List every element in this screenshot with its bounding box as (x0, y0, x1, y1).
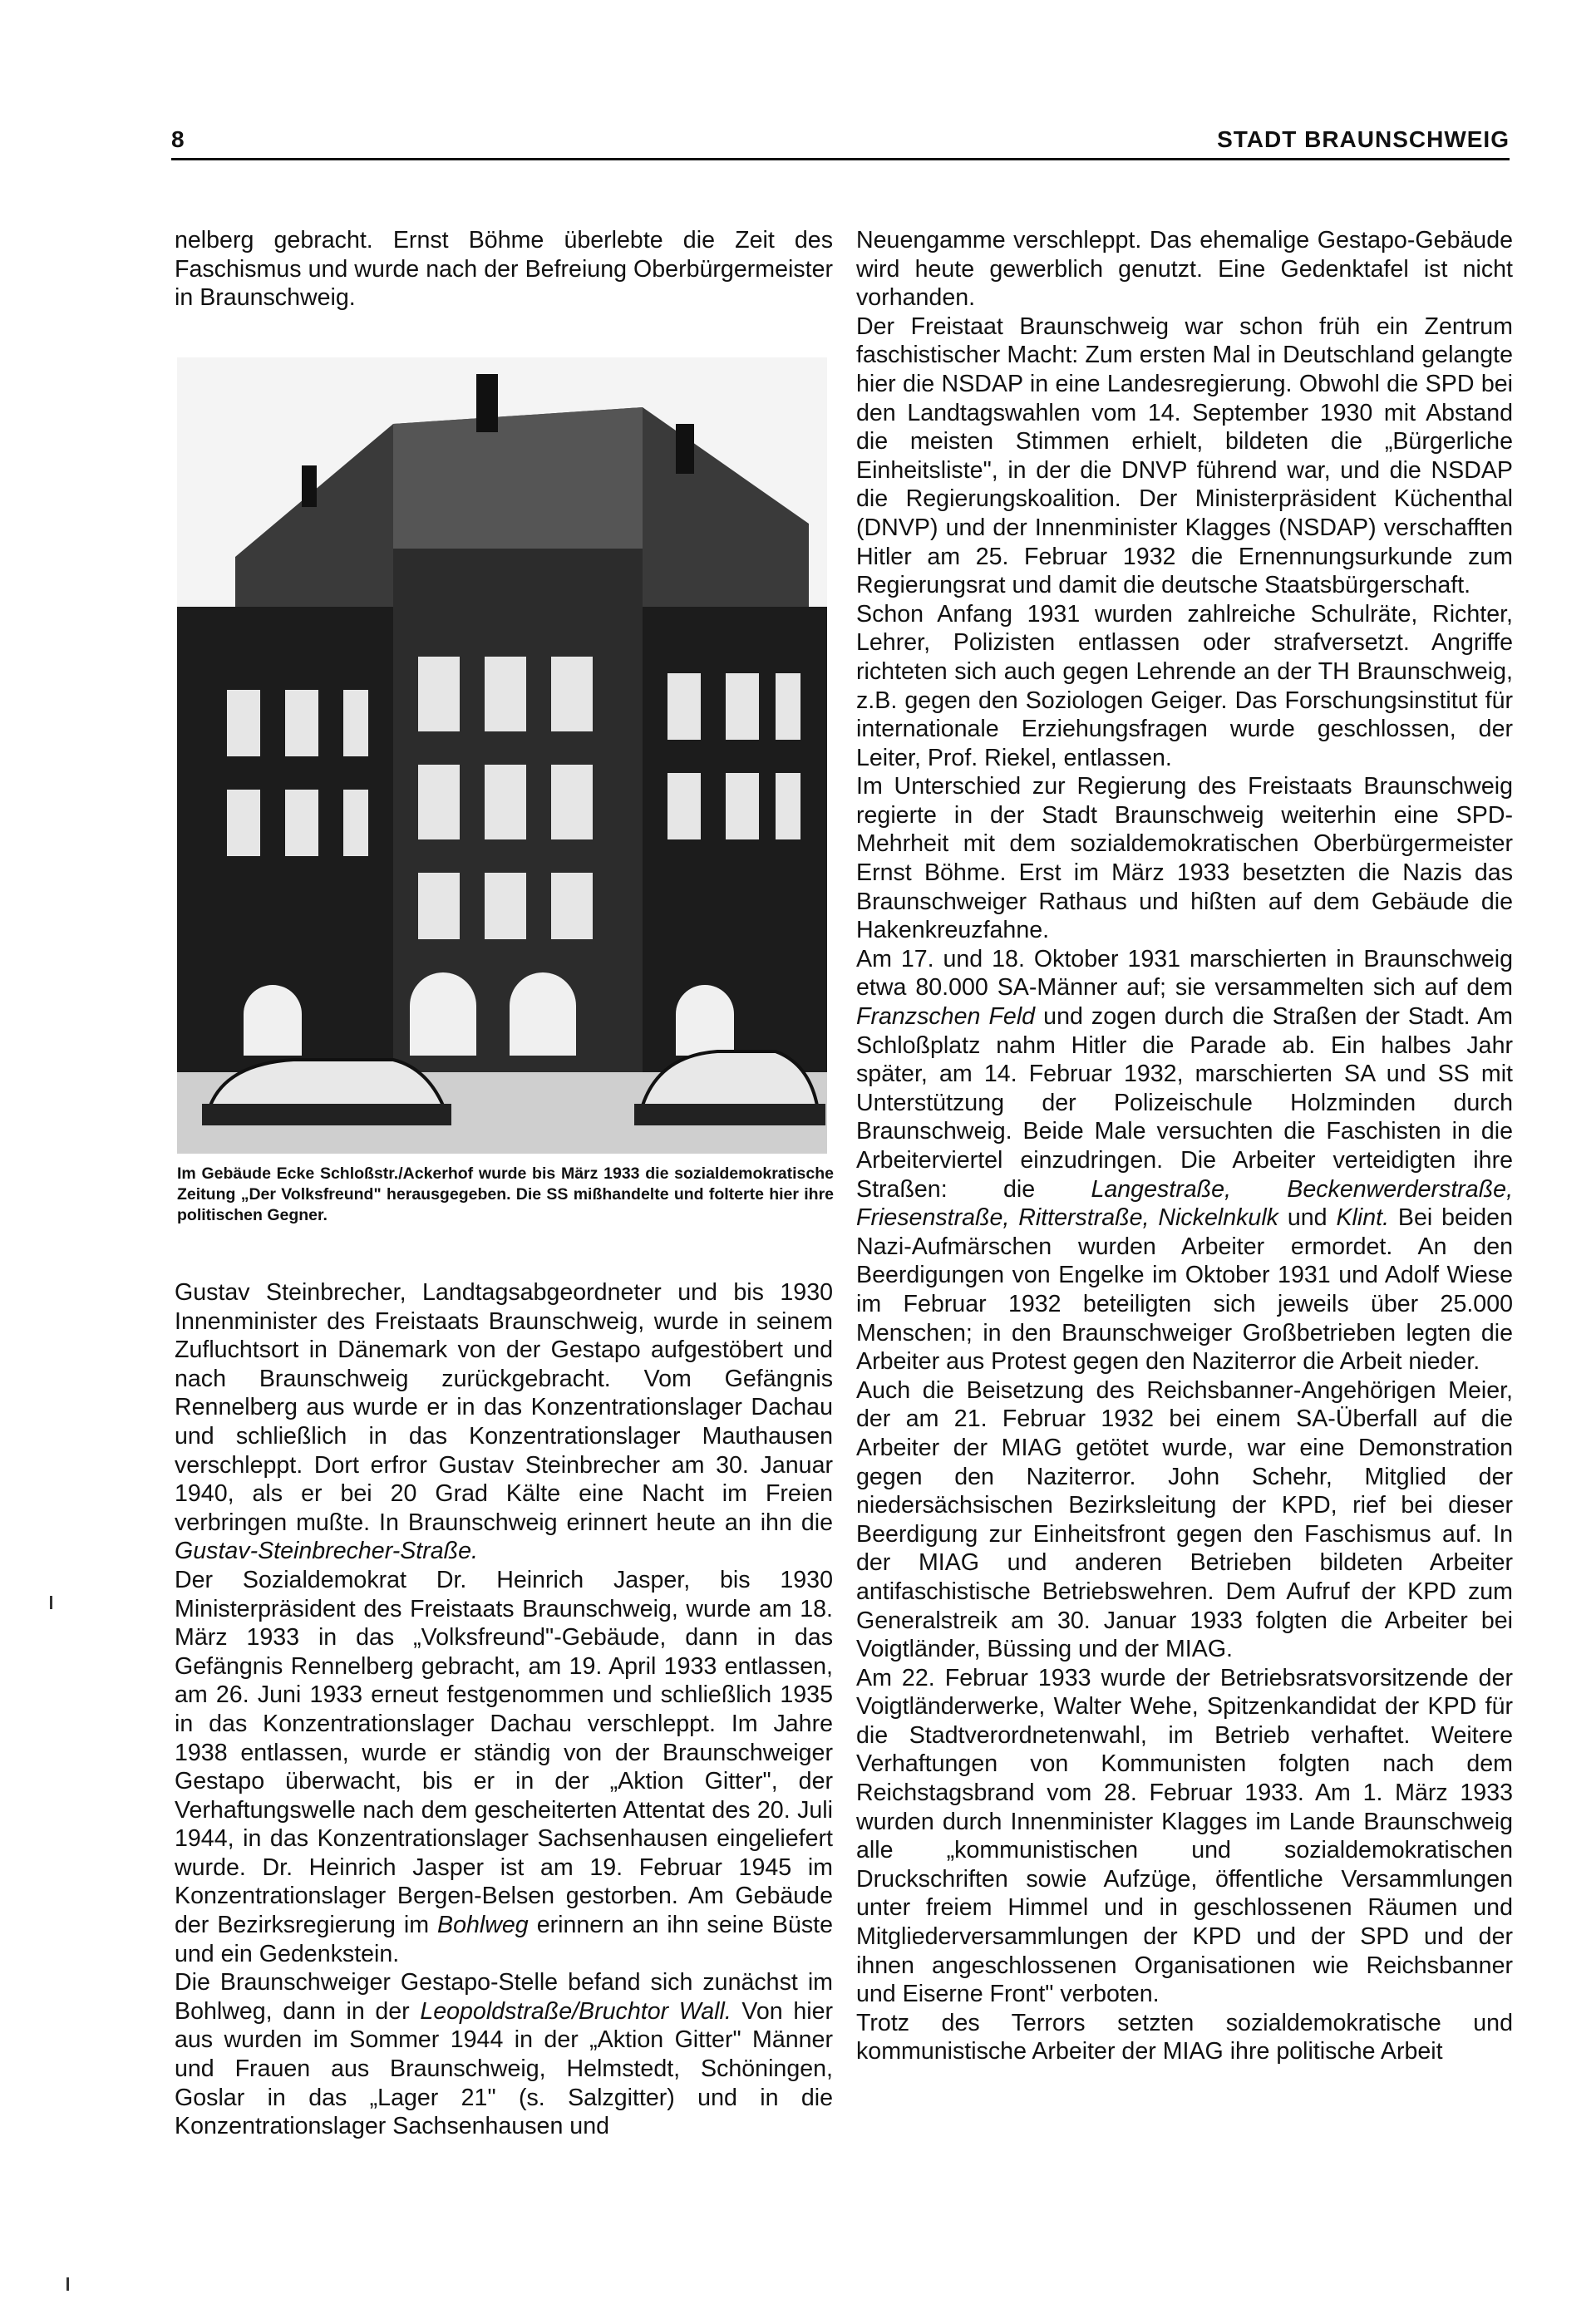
paragraph: Der Freistaat Braunschweig war schon früh ein Zentrum faschistischer Macht: Zum ersten Mal in Deutschland gelangte hier die NSDAP in eine Landesregierung. Obwohl die SPD bei den Landtagswahlen vom 14. September 1930 mit Abstand die meisten Stimmen erhielt, bildeten die „Bürgerliche Einheitsliste", in der die DNVP führend war, und die NSDAP die Regierungskoalition. Der Ministerpräsident Küchenthal (DNVP) und der Innenminister Klagges (NSDAP) verschafften Hitler am 25. Februar 1932 die Ernennungsurkunde zum Regierungsrat und damit die deutsche Staatsbürgerschaft. (856, 313, 1513, 599)
street-name: Leopoldstraße/Bruchtor Wall. (420, 1997, 732, 2025)
caption-title: „Der Volksfreund" (240, 1185, 382, 1204)
paragraph: Schon Anfang 1931 wurden zahlreiche Schulräte, Richter, Lehrer, Polizisten entlassen oder strafversetzt. Angriffe richteten sich auch gegen Lehrende an der TH Braunschweig, z.B. gegen den Soziologen Geiger. Das Forschungsinstitut für internationale Erziehungsfragen wurde geschlossen, der Leiter, Prof. Riekel, entlassen. (856, 600, 1513, 771)
margin-mark (66, 2277, 69, 2291)
photo-caption (177, 1164, 834, 1226)
left-column-bottom (175, 1278, 833, 2141)
text-run: Die Braunschweiger Gestapo-Stelle befand sich zunächst im Bohlweg, dann in der (175, 1969, 833, 2025)
paragraph: Trotz des Terrors setzten sozialdemokratische und kommunistische Arbeiter der MIAG ihre politische Arbeit (856, 2009, 1513, 2065)
paragraph-steinbrecher (175, 1278, 833, 1566)
text-run: erinnern an ihn seine Büste und ein Gedenkstein. (175, 1912, 833, 1967)
historic-building-photo-icon (177, 357, 827, 1154)
right-column (856, 226, 1513, 2066)
caption-before: Im Gebäude Ecke Schloßstr./Ackerhof wurde bis März 1933 die sozialdemokratische Zeitung (177, 1164, 834, 1204)
page-header (171, 126, 1510, 160)
paragraph: Im Unterschied zur Regierung des Freistaats Braunschweig regierte in der Stadt Braunschweig weiterhin eine SPD-Mehrheit mit dem sozialdemokratischen Oberbürgermeister Ernst Böhme. Erst im März 1933 besetzten die Nazis das Braunschweiger Rathaus und hißten auf dem Gebäude die Hakenkreuzfahne. (856, 773, 1513, 944)
left-column-top (175, 226, 833, 313)
page-number: 8 (171, 126, 185, 152)
text-run: und zogen durch die Straßen der Stadt. Am Schloßplatz nahm Hitler die Parade ab. Ein halbes Jahr später, am 14. Februar 1932, marschierten SA und SS mit Unterstützung der Polizeischule Holzminden durch Braunschweig. Beide Male versuchten die Faschisten in die Arbeiterviertel einzudringen. Die Arbeiter verteidigten ihre Straßen: die (856, 1003, 1513, 1203)
street-name: Gustav-Steinbrecher-Straße. (175, 1538, 478, 1565)
caption-after: herausgegeben. Die SS mißhandelte und folterte hier ihre politischen Gegner. (177, 1185, 834, 1224)
paragraph-marches (856, 945, 1513, 1376)
running-title: STADT BRAUNSCHWEIG (1217, 126, 1510, 152)
street-name: Bohlweg (437, 1912, 529, 1939)
street-name: Klint. (1336, 1204, 1390, 1232)
text-run: und (1278, 1204, 1337, 1232)
text-run: Von hier aus wurden im Sommer 1944 in der „Aktion Gitter" Männer und Frauen aus Braunschweig, Helmstedt, Schöningen, Goslar in das „Lager 21" (s. Salzgitter) und in die Konzentrationslager Sachsenhausen und (175, 1997, 834, 2140)
margin-mark (50, 1596, 52, 1609)
text-run: Am 17. und 18. Oktober 1931 marschierten in Braunschweig etwa 80.000 SA-Männer auf; sie versammelten sich auf dem (856, 945, 1513, 1002)
place-name: Franzschen Feld (856, 1003, 1036, 1031)
paragraph-jasper (175, 1566, 833, 1968)
paragraph-gestapo (175, 1968, 833, 2141)
text-run: Der Sozialdemokrat Dr. Heinrich Jasper, bis 1930 Ministerpräsident des Freistaats Braunschweig, wurde am 18. März 1933 in das „Volksfreund"-Gebäude, dann in das Gefängnis Rennelberg gebracht, am 19. April 1933 entlassen, am 26. Juni 1933 erneut festgenommen und schließlich 1935 in das Konzentrationslager Dachau verschleppt. Im Jahre 1938 entlassen, wurde er ständig von der Braunschweiger Gestapo überwacht, bis er in der „Aktion Gitter", der Verhaftungswelle nach dem gescheiterten Attentat des 20. Juli 1944, in das Konzentrationslager Sachsenhausen eingeliefert wurde. Dr. Heinrich Jasper ist am 19. Februar 1945 im Konzentrationslager Bergen-Belsen gestorben. Am Gebäude der Bezirksregierung im (175, 1566, 833, 1939)
header-rule (171, 158, 1510, 160)
paragraph: Am 22. Februar 1933 wurde der Betriebsratsvorsitzende der Voigtländerwerke, Walter Wehe, Spitzenkandidat der KPD für die Stadtverordnetenwahl, im Betrieb verhaftet. Weitere Verhaftungen von Kommunisten folgten nach dem Reichstagsbrand vom 28. Februar 1933. Am 1. März 1933 wurden durch Innenminister Klagges im Lande Braunschweig alle „kommunistischen und sozialdemokratischen Druckschriften sowie Aufzüge, öffentliche Versammlungen unter freiem Himmel und in geschlossenen Räumen und Mitgliederversammlungen der KPD und der SPD und der ihnen angeschlossenen Organisationen wie Reichsbanner und Eiserne Front" verboten. (856, 1664, 1513, 2008)
paragraph: Auch die Beisetzung des Reichsbanner-Angehörigen Meier, der am 21. Februar 1932 bei einem SA-Überfall auf die Arbeiter der MIAG getötet wurde, war eine Demonstration gegen den Naziterror. John Schehr, Mitglied der niedersächsischen Bezirksleitung der KPD, rief bei dieser Beerdigung zur Einheitsfront gegen den Faschismus auf. In der MIAG und anderen Betrieben bildeten Arbeiter antifaschistische Betriebswehren. Dem Aufruf der KPD zum Generalstreik am 30. Januar 1933 folgten die Arbeiter bei Voigtländer, Büssing und der MIAG. (856, 1376, 1513, 1663)
paragraph: Neuengamme verschleppt. Das ehemalige Gestapo-Gebäude wird heute gewerblich genutzt. Eine Gedenktafel ist nicht vorhanden. (856, 227, 1513, 312)
building-photo (177, 357, 827, 1154)
street-names: Langestraße, Beckenwerderstraße, Friesenstraße, Ritterstraße, Nickelnkulk (856, 1175, 1514, 1232)
text-run: Bei beiden Nazi-Aufmärschen wurden Arbeiter ermordet. An den Beerdigungen von Engelke im Oktober 1931 und Adolf Wiese im Februar 1932 beteiligten sich jeweils über 25.000 Menschen; in den Braunschweiger Großbetrieben legten die Arbeiter aus Protest gegen den Naziterror die Arbeit nieder. (856, 1204, 1513, 1376)
text-run: Gustav Steinbrecher, Landtagsabgeordneter und bis 1930 Innenminister des Freistaats Braunschweig, wurde in seinem Zufluchtsort in Dänemark von der Gestapo aufgestöbert und nach Braunschweig zurückgebracht. Vom Gefängnis Rennelberg aus wurde er in das Konzentrationslager Dachau und schließlich in das Konzentrationslager Mauthausen verschleppt. Dort erfror Gustav Steinbrecher am 30. Januar 1940, als er bei 20 Grad Kälte eine Nacht im Freien verbringen mußte. In Braunschweig erinnert heute an ihn die (175, 1279, 833, 1536)
caption-text (177, 1164, 834, 1226)
paragraph: nelberg gebracht. Ernst Böhme überlebte die Zeit des Faschismus und wurde nach der Befreiung Oberbürgermeister in Braunschweig. (175, 227, 833, 312)
